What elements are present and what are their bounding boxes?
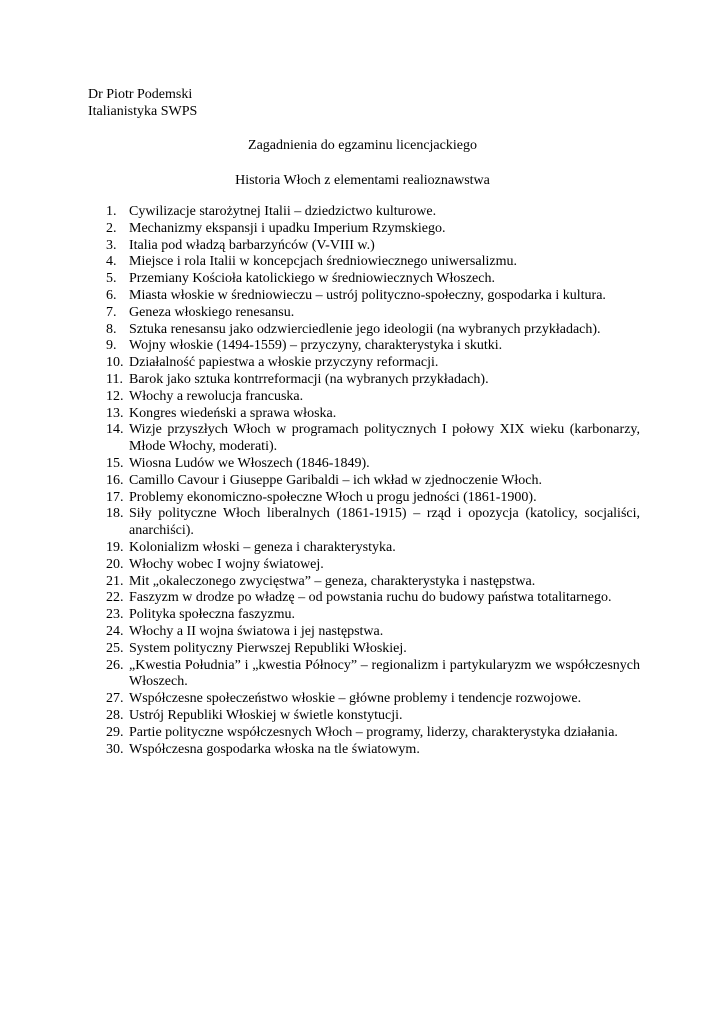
topic-text: Ustrój Republiki Włoskiej w świetle konstytucji. [129, 707, 403, 723]
topic-item [106, 557, 640, 574]
topic-number: 4. [106, 254, 117, 270]
topic-text: Mechanizmy ekspansji i upadku Imperium Rzymskiego. [129, 220, 446, 236]
topic-number: 23. [106, 607, 124, 623]
topic-text: Wizje przyszłych Włoch w programach politycznych I połowy XIX wieku (karbonarzy, Młode Włochy, moderati). [129, 422, 640, 455]
topic-text: Włochy a rewolucja francuska. [129, 388, 304, 404]
topic-item [106, 238, 640, 255]
document-title: Zagadnienia do egzaminu licencjackiego [248, 138, 477, 153]
topic-text: „Kwestia Południa” i „kwestia Północy” – regionalizm i partykularyzm we współczesnych Włoszech. [129, 657, 640, 690]
topic-number: 6. [106, 287, 117, 303]
topic-number: 17. [106, 489, 124, 505]
topic-number: 20. [106, 556, 124, 572]
topic-text: Przemiany Kościoła katolickiego w średniowiecznych Włoszech. [129, 271, 495, 287]
topic-item [106, 691, 640, 708]
topic-text: Cywilizacje starożytnej Italii – dziedzictwo kulturowe. [129, 204, 437, 219]
topic-item [106, 271, 640, 288]
document-subtitle: Historia Włoch z elementami realioznawstwa [235, 173, 490, 188]
topic-number: 18. [106, 506, 124, 522]
topic-text: Italia pod władzą barbarzyńców (V-VIII w.) [129, 237, 375, 253]
topic-item [106, 389, 640, 406]
topic-item [106, 725, 640, 742]
topic-item [106, 574, 640, 591]
topic-item [106, 473, 640, 490]
author-affiliation: Italianistyka SWPS [88, 104, 198, 119]
topic-item [106, 288, 640, 305]
topic-item [106, 254, 640, 271]
topic-item [106, 338, 640, 355]
topic-item [106, 540, 640, 557]
topic-item [106, 658, 640, 692]
topic-text: Faszyzm w drodze po władzę – od powstania ruchu do budowy państwa totalitarnego. [129, 590, 612, 606]
topic-number: 13. [106, 405, 124, 421]
topic-item [106, 490, 640, 507]
topic-number: 3. [106, 237, 117, 253]
topic-number: 21. [106, 573, 124, 589]
topic-text: Miasta włoskie w średniowieczu – ustrój polityczno-społeczny, gospodarka i kultura. [129, 287, 606, 303]
topic-number: 29. [106, 724, 124, 740]
topic-text: Camillo Cavour i Giuseppe Garibaldi – ich wkład w zjednoczenie Włoch. [129, 472, 543, 488]
topic-item [106, 422, 640, 456]
author-name: Dr Piotr Podemski [88, 87, 193, 102]
topic-text: Miejsce i rola Italii w koncepcjach średniowiecznego uniwersalizmu. [129, 254, 517, 270]
topic-number: 16. [106, 472, 124, 488]
topic-text: Wiosna Ludów we Włoszech (1846-1849). [129, 455, 370, 471]
topic-number: 8. [106, 321, 117, 337]
topic-number: 14. [106, 422, 124, 438]
topic-number: 12. [106, 388, 124, 404]
topic-number: 19. [106, 539, 124, 555]
topic-text: Włochy a II wojna światowa i jej następstwa. [129, 623, 384, 639]
topic-item [106, 456, 640, 473]
author-block [88, 86, 197, 120]
topic-item [106, 590, 640, 607]
topic-text: Problemy ekonomiczno-społeczne Włoch u progu jedności (1861-1900). [129, 489, 537, 505]
topic-text: Geneza włoskiego renesansu. [129, 304, 295, 320]
topic-text: Polityka społeczna faszyzmu. [129, 607, 296, 623]
topic-number: 24. [106, 623, 124, 639]
topic-text: Barok jako sztuka kontrreformacji (na wybranych przykładach). [129, 371, 489, 387]
topic-number: 5. [106, 271, 117, 287]
topic-number: 2. [106, 220, 117, 236]
topic-number: 26. [106, 657, 124, 673]
topic-item [106, 372, 640, 389]
topic-number: 25. [106, 640, 124, 656]
topic-item [106, 355, 640, 372]
topic-number: 1. [106, 204, 117, 219]
topic-text: System polityczny Pierwszej Republiki Włoskiej. [129, 640, 407, 656]
topic-text: Mit „okaleczonego zwycięstwa” – geneza, charakterystyka i następstwa. [129, 573, 536, 589]
topic-text: Sztuka renesansu jako odzwierciedlenie jego ideologii (na wybranych przykładach). [129, 321, 601, 337]
topic-text: Włochy wobec I wojny światowej. [129, 556, 324, 572]
topic-list [106, 204, 640, 758]
topic-item [106, 221, 640, 238]
topic-text: Partie polityczne współczesnych Włoch – programy, liderzy, charakterystyka działania. [129, 724, 618, 740]
topic-number: 30. [106, 741, 124, 757]
topic-item [106, 322, 640, 339]
topic-item [106, 641, 640, 658]
topic-number: 7. [106, 304, 117, 320]
topic-item [106, 708, 640, 725]
topic-text: Siły polityczne Włoch liberalnych (1861-1915) – rząd i opozycja (katolicy, socjaliści, anarchiści). [129, 506, 640, 539]
topic-text: Wojny włoskie (1494-1559) – przyczyny, charakterystyka i skutki. [129, 338, 503, 354]
topic-item [106, 305, 640, 322]
topic-item [106, 742, 640, 759]
topic-item [106, 506, 640, 540]
topic-item [106, 204, 640, 221]
topic-text: Współczesne społeczeństwo włoskie – główne problemy i tendencje rozwojowe. [129, 691, 582, 707]
topic-text: Działalność papiestwa a włoskie przyczyny reformacji. [129, 355, 439, 371]
topic-number: 11. [106, 371, 123, 387]
topic-text: Kongres wiedeński a sprawa włoska. [129, 405, 337, 421]
topic-number: 9. [106, 338, 117, 354]
topic-text: Współczesna gospodarka włoska na tle światowym. [129, 741, 420, 757]
topic-item [106, 624, 640, 641]
topic-number: 15. [106, 455, 124, 471]
topic-number: 22. [106, 590, 124, 606]
topic-number: 28. [106, 707, 124, 723]
topic-number: 27. [106, 691, 124, 707]
topic-text: Kolonializm włoski – geneza i charakterystyka. [129, 539, 396, 555]
topic-item [106, 607, 640, 624]
topic-item [106, 406, 640, 423]
topic-number: 10. [106, 355, 124, 371]
